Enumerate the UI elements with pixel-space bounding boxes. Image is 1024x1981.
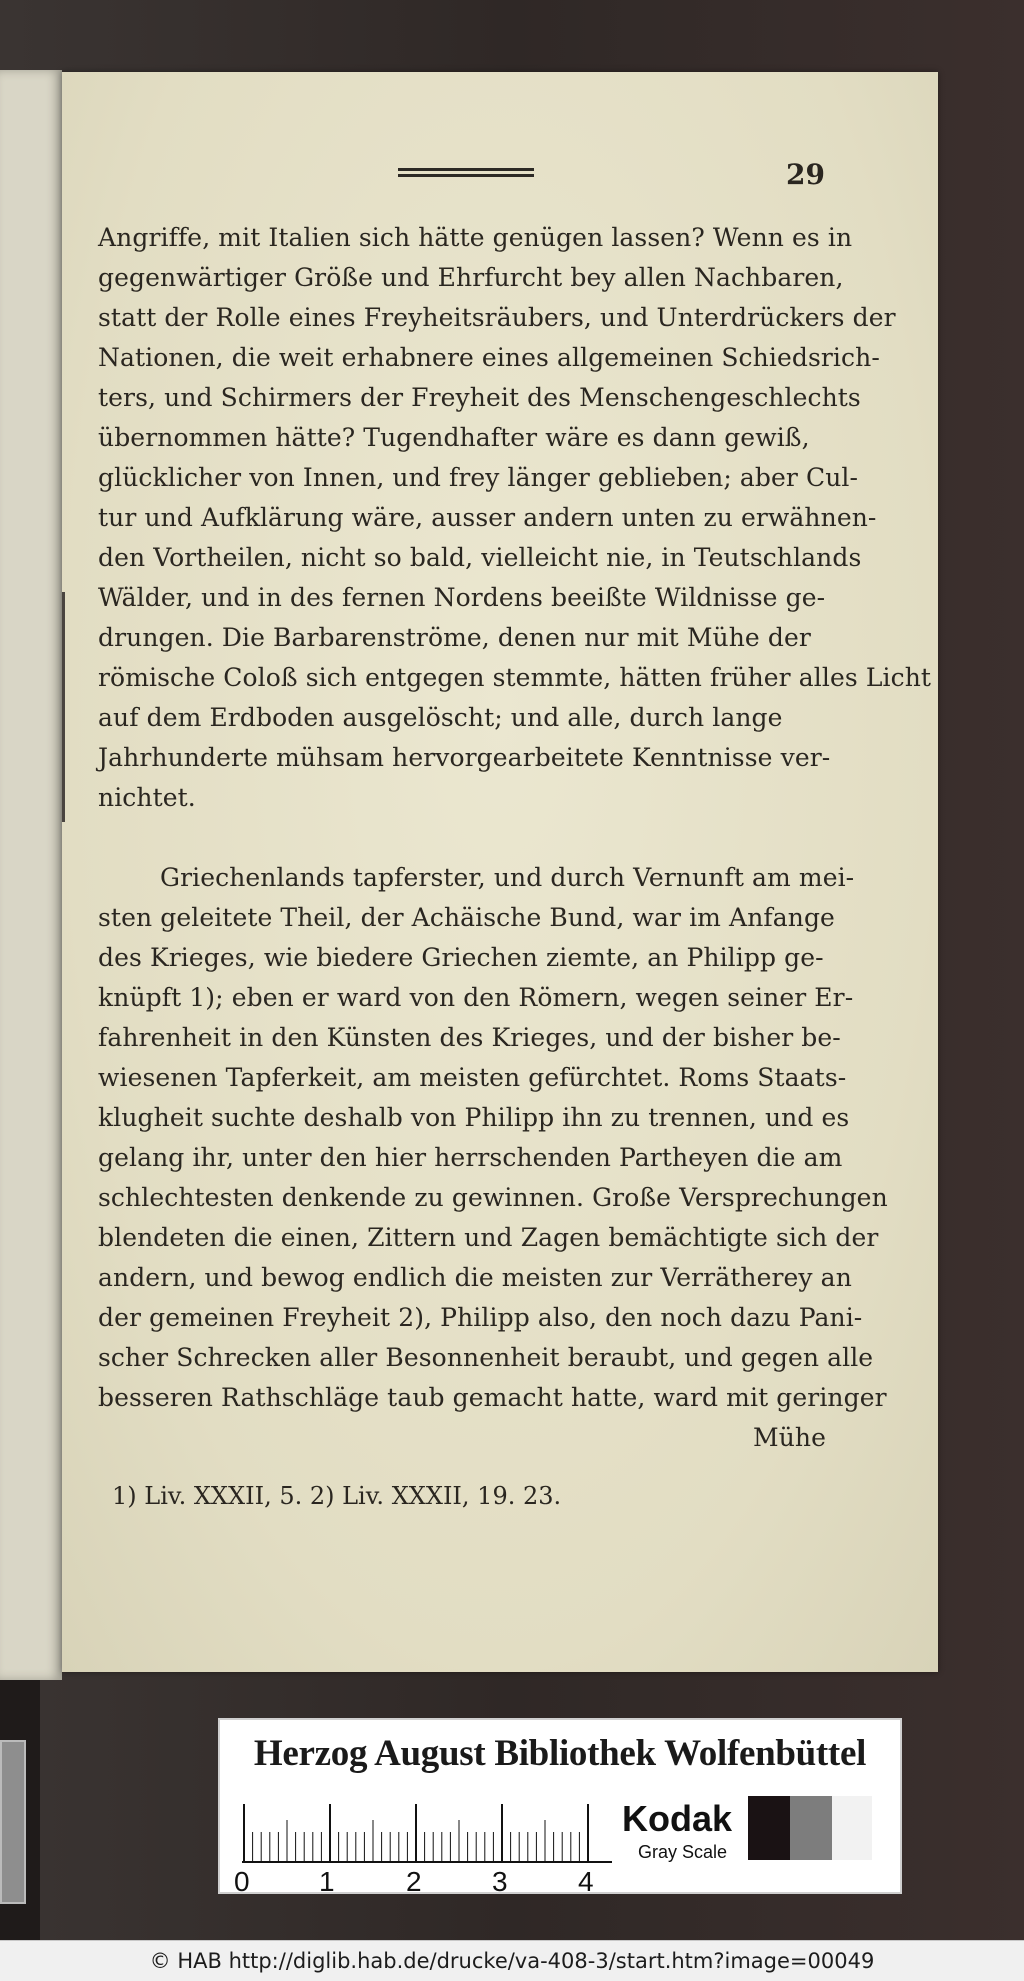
library-name: Herzog August Bibliothek Wolfenbüttel — [253, 1733, 867, 1774]
header-rule — [398, 168, 534, 177]
text-line: andern, und bewog endlich die meisten zur Verrätherey an — [98, 1263, 852, 1292]
text-line: gelang ihr, unter den hier herrschenden Partheyen die am — [98, 1143, 843, 1172]
ruler-label-0: 0 — [234, 1866, 250, 1897]
ruler-ticks — [244, 1804, 588, 1862]
ruler-labels — [234, 1866, 614, 1897]
text-line: Griechenlands tapferster, und durch Vernunft am mei- — [160, 863, 855, 892]
text-line: besseren Rathschläge taub gemacht hatte, ward mit geringer — [98, 1383, 887, 1412]
kodak-logo: Kodak — [622, 1798, 733, 1839]
text-line: römische Coloß sich entgegen stemmte, hätten früher alles Licht — [98, 663, 932, 692]
text-line: Wälder, und in des fernen Nordens beeißte Wildnisse ge- — [98, 583, 826, 612]
text-line: auf dem Erdboden ausgelöscht; und alle, durch lange — [98, 703, 783, 732]
text-line: des Krieges, wie biedere Griechen ziemte, an Philipp ge- — [98, 943, 824, 972]
swatch-gray — [790, 1796, 832, 1860]
text-line: gegenwärtiger Größe und Ehrfurcht bey allen Nachbaren, — [98, 263, 844, 292]
text-line: klugheit suchte deshalb von Philipp ihn zu trennen, und es — [98, 1103, 850, 1132]
ruler-label-2: 2 — [406, 1866, 422, 1897]
footnotes: 1) Liv. XXXII, 5. 2) Liv. XXXII, 19. 23. — [112, 1482, 562, 1510]
color-tab — [0, 1740, 26, 1904]
paragraph-gap — [98, 818, 826, 858]
library-color-card — [218, 1718, 902, 1897]
text-line: tur und Aufklärung wäre, ausser andern unten zu erwähnen- — [98, 503, 877, 532]
measurement-ruler — [242, 1804, 612, 1864]
text-line: schlechtesten denkende zu gewinnen. Große Versprechungen — [98, 1183, 888, 1212]
catchword: Mühe — [753, 1423, 826, 1452]
text-line: wiesenen Tapferkeit, am meisten gefürchtet. Roms Staats- — [98, 1063, 847, 1092]
text-line: knüpft 1); eben er ward von den Römern, wegen seiner Er- — [98, 983, 854, 1012]
copyright-footer — [0, 1940, 1024, 1981]
text-line: der gemeinen Freyheit 2), Philipp also, den noch dazu Pani- — [98, 1303, 863, 1332]
text-line: Angriffe, mit Italien sich hätte genügen lassen? Wenn es in — [98, 223, 853, 252]
text-line: scher Schrecken aller Besonnenheit beraubt, und gegen alle — [98, 1343, 874, 1372]
catchword-line — [98, 1418, 826, 1458]
text-line: nichtet. — [98, 783, 196, 812]
text-line: sten geleitete Theil, der Achäische Bund, war im Anfange — [98, 903, 835, 932]
ruler-label-4: 4 — [578, 1866, 594, 1897]
book-page — [62, 72, 938, 1672]
text-line: statt der Rolle eines Freyheitsräubers, und Unterdrückers der — [98, 303, 896, 332]
paragraph-1 — [98, 218, 932, 818]
text-line: glücklicher von Innen, und frey länger geblieben; aber Cul- — [98, 463, 859, 492]
text-line: ters, und Schirmers der Freyheit des Menschengeschlechts — [98, 383, 861, 412]
ruler-label-3: 3 — [492, 1866, 508, 1897]
source-link[interactable]: © HAB http://diglib.hab.de/drucke/va-408-3/start.htm?image=00049 — [149, 1949, 875, 1973]
text-line: übernommen hätte? Tugendhafter wäre es dann gewiß, — [98, 423, 810, 452]
swatch-white — [832, 1796, 872, 1860]
paragraph-2 — [98, 858, 888, 1418]
margin-mark — [62, 592, 65, 822]
ruler-label-1: 1 — [319, 1866, 335, 1897]
body-text — [98, 218, 932, 1458]
text-line: den Vortheilen, nicht so bald, vielleicht nie, in Teutschlands — [98, 543, 862, 572]
text-line: Jahrhunderte mühsam hervorgearbeitete Kenntnisse ver- — [98, 743, 831, 772]
swatch-black — [748, 1796, 790, 1860]
facing-page-edge — [0, 70, 62, 1680]
text-line: drungen. Die Barbarenströme, denen nur mit Mühe der — [98, 623, 811, 652]
page-number: 29 — [786, 158, 825, 191]
gray-scale-label: Gray Scale — [638, 1842, 728, 1862]
text-line: Nationen, die weit erhabnere eines allgemeinen Schiedsrich- — [98, 343, 880, 372]
text-line: fahrenheit in den Künsten des Krieges, und der bisher be- — [98, 1023, 841, 1052]
text-line: blendeten die einen, Zittern und Zagen bemächtigte sich der — [98, 1223, 879, 1252]
